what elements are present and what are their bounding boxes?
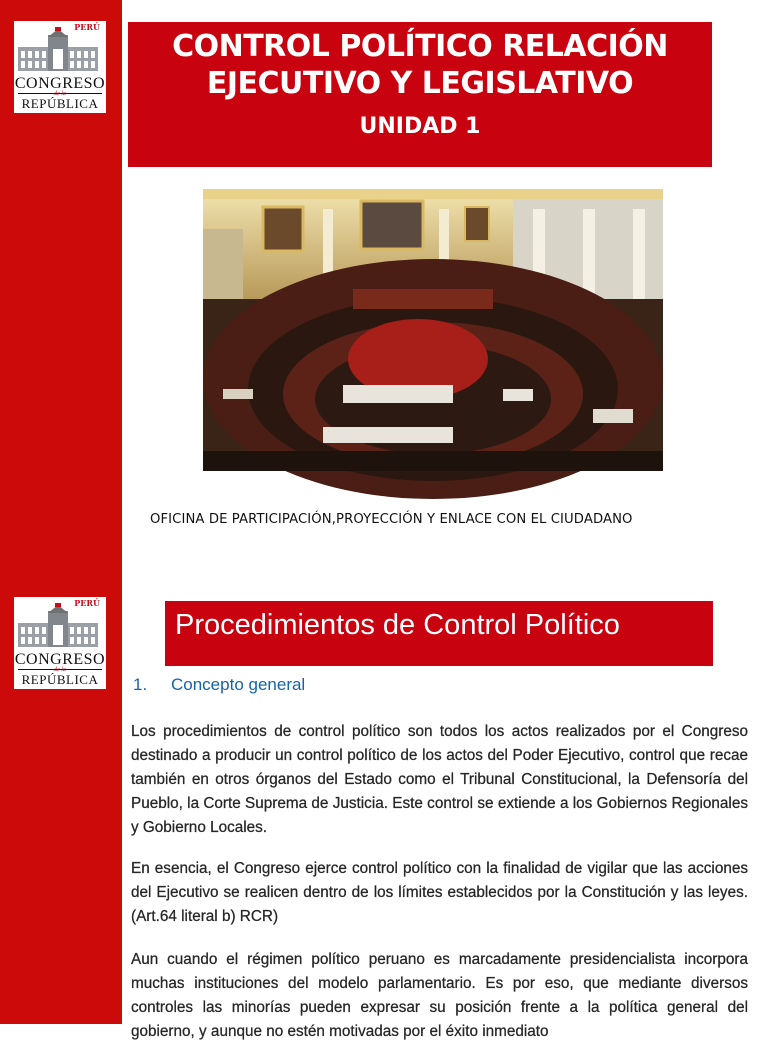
section-banner [165,601,713,666]
congress-building-icon [18,29,98,73]
slide-title: Procedimientos de Control Político [175,609,620,641]
paragraph: En esencia, el Congreso ejerce control político con la finalidad de vigilar que las acciones del Ejecutivo se realicen dentro de los límites establecidos por la Constitución y las leyes. (Art.64 literal b) RCR) [131,860,748,925]
logo-country: PERÚ [74,598,100,608]
congreso-logo [14,21,106,113]
congress-building-icon [18,605,98,649]
slide-title: CONTROL POLÍTICO RELACIÓN EJECUTIVO Y LEGISLATIVO [172,29,668,101]
section-title: Concepto general [171,675,306,694]
paragraph: Los procedimientos de control político son todos los actos realizados por el Congreso destinado a producir un control político de los actos del Poder Ejecutivo, control que recae también en otros órganos del Estado como el Tribunal Constitucional, la Defensoría del Pueblo, la Corte Suprema de Justicia. Este control se extiende a los Gobiernos Regionales y Gobierno Locales. [131,723,748,836]
logo-line1: CONGRESO [14,75,106,92]
logo-line2: de la [54,667,66,673]
logo-line3: REPÚBLICA [21,96,99,111]
logo-line2: de la [54,91,66,97]
section-heading [133,675,305,695]
title-banner [128,22,712,167]
logo-line1: CONGRESO [14,651,106,668]
section-number: 1. [133,675,148,694]
slide-subtitle: UNIDAD 1 [359,114,481,139]
congreso-logo [14,597,106,689]
congress-hemicycle-photo [203,189,663,471]
content-slide [0,576,768,1040]
paragraph: Aun cuando el régimen político peruano es marcadamente presidencialista incorpora muchas instituciones del modelo parlamentario. Es por eso, que mediante diversos controles las minorías pueden expresar su posición frente a la política general del gobierno, y aunque no estén motivadas por el éxito inmediato [131,951,748,1040]
office-footer: OFICINA DE PARTICIPACIÓN,PROYECCIÓN Y ENLACE CON EL CIUDADANO [150,512,633,527]
logo-line3: REPÚBLICA [21,672,99,687]
logo-country: PERÚ [74,22,100,32]
